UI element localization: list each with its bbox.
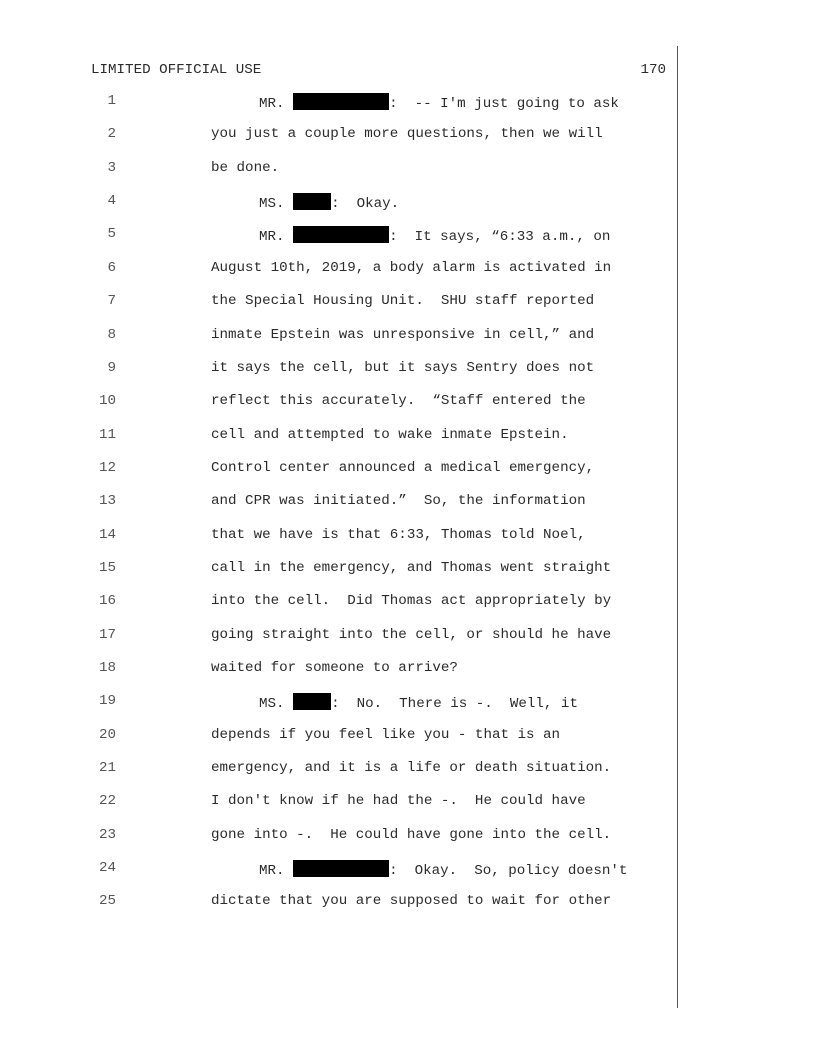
line-text: gone into -. He could have gone into the cell. [211, 826, 612, 843]
line-text: call in the emergency, and Thomas went straight [211, 559, 612, 576]
transcript-line [0, 727, 676, 751]
line-text: be done. [211, 159, 280, 176]
speaker-title: MR. [259, 229, 294, 246]
redaction-box [293, 193, 331, 210]
transcript-line [0, 360, 676, 384]
line-text: it says the cell, but it says Sentry does not [211, 359, 595, 376]
transcript-line [0, 893, 676, 917]
line-text: Control center announced a medical emergency, [211, 459, 595, 476]
transcript-line [0, 593, 676, 617]
line-text: going straight into the cell, or should he have [211, 626, 612, 643]
line-text: inmate Epstein was unresponsive in cell,” and [211, 326, 595, 343]
speaker-line [259, 693, 578, 712]
line-number: 13 [98, 493, 116, 510]
line-number: 20 [98, 726, 116, 743]
line-number: 17 [98, 626, 116, 643]
line-text: dictate that you are supposed to wait for other [211, 893, 612, 910]
line-number: 12 [98, 459, 116, 476]
transcript-line [0, 527, 676, 551]
redaction-box [293, 860, 389, 877]
line-text: into the cell. Did Thomas act appropriately by [211, 593, 612, 610]
line-number: 5 [107, 226, 116, 243]
speaker-title: MS. [259, 696, 294, 713]
transcript-line [0, 226, 676, 250]
speaker-title: MR. [259, 96, 294, 112]
transcript-line [0, 627, 676, 651]
line-text: you just a couple more questions, then we will [211, 126, 603, 143]
line-number: 3 [107, 159, 116, 176]
line-number: 1 [107, 93, 116, 109]
line-number: 16 [98, 593, 116, 610]
line-number: 2 [107, 126, 116, 143]
transcript-line [0, 793, 676, 817]
right-margin-rule [677, 46, 678, 1008]
redaction-box [293, 693, 331, 710]
transcript-line [0, 126, 676, 150]
line-text: emergency, and it is a life or death situation. [211, 760, 612, 776]
redaction-box [293, 93, 389, 110]
line-number: 8 [107, 326, 116, 343]
transcript-line [0, 393, 676, 417]
line-text: the Special Housing Unit. SHU staff reported [211, 293, 595, 310]
line-number: 15 [98, 559, 116, 576]
transcript-line [0, 860, 676, 884]
line-number: 9 [107, 359, 116, 376]
speaker-line [259, 226, 610, 245]
transcript-line [0, 660, 676, 684]
transcript-line [0, 693, 676, 717]
speaker-text: : -- I'm just going to ask [389, 96, 619, 112]
line-number: 21 [98, 760, 116, 776]
speaker-text: : It says, “6:33 a.m., on [389, 229, 611, 246]
line-number: 18 [98, 660, 116, 676]
line-number: 19 [98, 693, 116, 710]
transcript-line [0, 327, 676, 351]
speaker-title: MR. [259, 863, 294, 880]
line-number: 7 [107, 293, 116, 310]
page-number: 170 [640, 62, 666, 78]
transcript-line [0, 93, 676, 117]
line-number: 23 [98, 826, 116, 843]
page-header-classification: LIMITED OFFICIAL USE [91, 62, 262, 78]
line-text: that we have is that 6:33, Thomas told Noel, [211, 526, 586, 543]
line-number: 4 [107, 193, 116, 210]
transcript-line [0, 560, 676, 584]
transcript-line [0, 493, 676, 517]
line-number: 10 [98, 393, 116, 410]
line-text: August 10th, 2019, a body alarm is activated in [211, 259, 612, 276]
speaker-line [259, 860, 627, 879]
speaker-line [259, 93, 619, 112]
transcript-line [0, 193, 676, 217]
line-number: 25 [98, 893, 116, 910]
transcript-line [0, 760, 676, 784]
transcript-line [0, 460, 676, 484]
line-text: cell and attempted to wake inmate Epstein. [211, 426, 569, 443]
line-text: waited for someone to arrive? [211, 660, 458, 676]
line-number: 6 [107, 259, 116, 276]
line-text: reflect this accurately. “Staff entered the [211, 393, 586, 410]
speaker-text: : Okay. [331, 196, 400, 213]
line-text: depends if you feel like you - that is an [211, 726, 561, 743]
speaker-text: : Okay. So, policy doesn't [389, 863, 628, 880]
line-number: 14 [98, 526, 116, 543]
transcript-line [0, 260, 676, 284]
speaker-line [259, 193, 399, 212]
line-number: 22 [98, 793, 116, 810]
redaction-box [293, 226, 389, 243]
speaker-text: : No. There is -. Well, it [331, 696, 578, 713]
transcript-line [0, 293, 676, 317]
transcript-line [0, 160, 676, 184]
line-text: and CPR was initiated.” So, the information [211, 493, 586, 510]
speaker-title: MS. [259, 196, 294, 213]
transcript-line [0, 427, 676, 451]
transcript-line [0, 827, 676, 851]
line-number: 24 [98, 860, 116, 877]
line-number: 11 [98, 426, 116, 443]
line-text: I don't know if he had the -. He could have [211, 793, 586, 810]
